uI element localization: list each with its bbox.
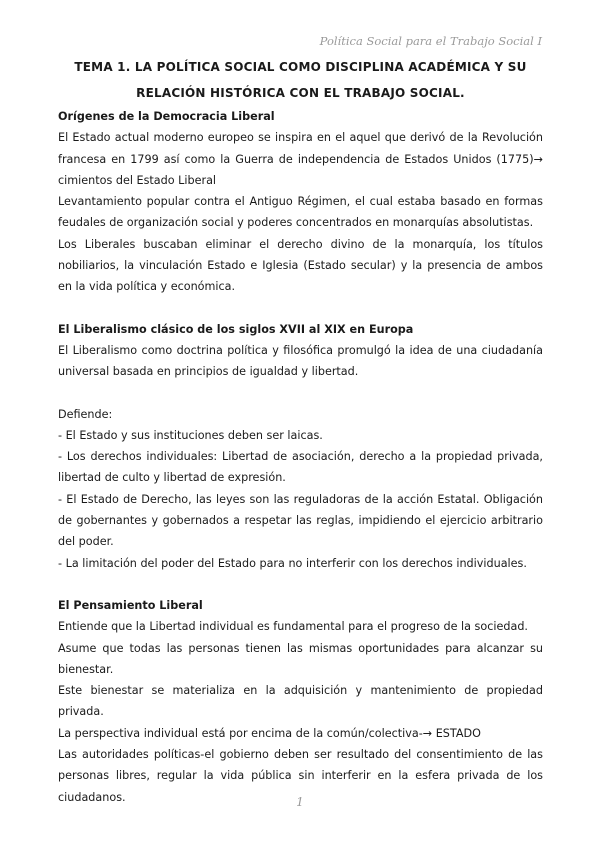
section-heading-liberalismo: El Liberalismo clásico de los siglos XVII al XIX en Europa	[58, 322, 414, 336]
section-heading-pensamiento: El Pensamiento Liberal	[58, 598, 203, 612]
paragraph: Entiende que la Libertad individual es fundamental para el progreso de la sociedad.	[58, 620, 528, 634]
page-number: 1	[296, 795, 304, 809]
page-title	[58, 54, 543, 106]
paragraph: Este bienestar se materializa en la adquisición y mantenimiento de propiedad privada.	[58, 684, 543, 719]
paragraph: El Estado actual moderno europeo se inspira en el aquel que derivó de la Revolución francesa en 1799 así como la Guerra de independencia de Estados Unidos (1775)→ cimientos del Estado Liberal	[58, 131, 543, 187]
paragraph: Las autoridades políticas-el gobierno deben ser resultado del consentimiento de las personas libres, regular la vida pública sin interferir en la esfera privada de los ciudadanos.	[58, 748, 543, 804]
paragraph: Asume que todas las personas tienen las mismas oportunidades para alcanzar su bienestar.	[58, 641, 543, 676]
paragraph: El Liberalismo como doctrina política y filosófica promulgó la idea de una ciudadanía universal basada en principios de igualdad y libertad.	[58, 343, 543, 379]
document-body	[58, 52, 543, 808]
list-item: - El Estado de Derecho, las leyes son las reguladoras de la acción Estatal. Obligación de gobernantes y gobernados a respetar las reglas, impidiendo el ejercicio arbitrario del poder.	[58, 492, 543, 549]
title-line-1: TEMA 1. LA POLÍTICA SOCIAL COMO DISCIPLINA ACADÉMICA Y SU	[74, 60, 527, 74]
section-heading-origenes: Orígenes de la Democracia Liberal	[58, 110, 275, 123]
paragraph: Levantamiento popular contra el Antiguo Régimen, el cual estaba basado en formas feudales de organización social y poderes concentrados en monarquías absolutistas.	[58, 195, 543, 230]
list-item: - El Estado y sus instituciones deben ser laicas.	[58, 428, 323, 442]
list-item: - La limitación del poder del Estado para no interferir con los derechos individuales.	[58, 556, 527, 570]
paragraph: Los Liberales buscaban eliminar el derecho divino de la monarquía, los títulos nobiliarios, la vinculación Estado e Iglesia (Estado secular) y la presencia de ambos en la vida política y económica.	[58, 237, 543, 294]
paragraph: La perspectiva individual está por encima de la común/colectiva-→ ESTADO	[58, 726, 481, 740]
running-header: Política Social para el Trabajo Social I	[319, 34, 542, 48]
title-line-2: RELACIÓN HISTÓRICA CON EL TRABAJO SOCIAL.	[136, 86, 465, 100]
list-intro: Defiende:	[58, 407, 113, 421]
list-item: - Los derechos individuales: Libertad de asociación, derecho a la propiedad privada, libertad de culto y libertad de expresión.	[58, 450, 543, 485]
